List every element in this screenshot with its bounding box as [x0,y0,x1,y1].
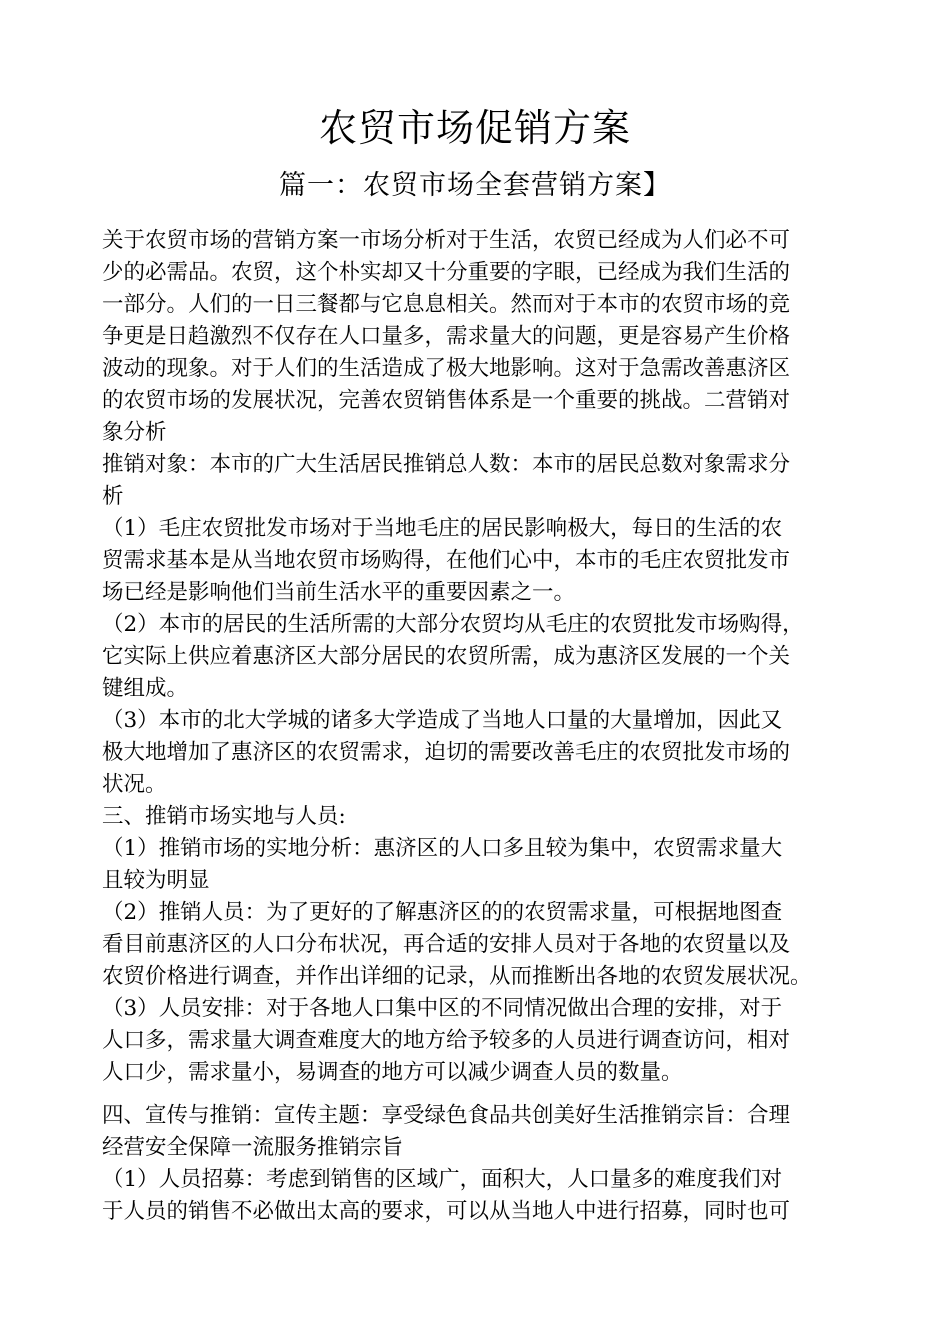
paragraph-line: 键组成。 [102,676,189,701]
paragraph-line: 它实际上供应着惠济区大部分居民的农贸所需，成为惠济区发展的一个关 [102,644,791,669]
paragraph-line: （3）人员安排：对于各地人口集中区的不同情况做出合理的安排，对于 [102,996,783,1021]
paragraph-line: 析 [102,484,124,509]
paragraph-line: 少的必需品。农贸，这个朴实却又十分重要的字眼，已经成为我们生活的 [102,260,791,285]
paragraph-line: 象分析 [102,420,167,445]
paragraph-line: （2）推销人员：为了更好的了解惠济区的的农贸需求量，可根据地图查 [102,900,783,925]
paragraph-line: 场已经是影响他们当前生活水平的重要因素之一。 [102,580,576,605]
paragraph-line: 人口少，需求量小，易调查的地方可以减少调查人员的数量。 [102,1060,683,1085]
paragraph-line: 推销对象：本市的广大生活居民推销总人数：本市的居民总数对象需求分 [102,452,791,477]
section-heading: 三、推销市场实地与人员: [102,804,346,829]
paragraph-line: 贸需求基本是从当地农贸市场购得，在他们心中，本市的毛庄农贸批发市 [102,548,791,573]
paragraph-line: 一部分。人们的一日三餐都与它息息相关。然而对于本市的农贸市场的竞 [102,292,791,317]
paragraph-line: 状况。 [102,772,167,797]
paragraph-line: （2）本市的居民的生活所需的大部分农贸均从毛庄的农贸批发市场购得， [102,612,804,637]
paragraph-line: 且较为明显 [102,868,210,893]
paragraph-line: 关于农贸市场的营销方案一市场分析对于生活，农贸已经成为人们必不可 [102,228,791,253]
paragraph-line: 极大地增加了惠济区的农贸需求，迫切的需要改善毛庄的农贸批发市场的 [102,740,791,765]
section-heading: 四、宣传与推销：宣传主题：享受绿色食品共创美好生活推销宗旨：合理 [102,1103,791,1128]
paragraph-line: 于人员的销售不必做出太高的要求，可以从当地人中进行招募，同时也可 [102,1199,791,1224]
paragraph-line: （1）人员招募：考虑到销售的区域广，面积大，人口量多的难度我们对 [102,1167,783,1192]
paragraph-line: 争更是日趋激烈不仅存在人口量多，需求量大的问题，更是容易产生价格 [102,324,791,349]
document-title: 农贸市场促销方案 [318,106,631,150]
paragraph-line: （1）毛庄农贸批发市场对于当地毛庄的居民影响极大，每日的生活的农 [102,516,783,541]
paragraph-line: 的农贸市场的发展状况，完善农贸销售体系是一个重要的挑战。二营销对 [102,388,791,413]
paragraph-line: （3）本市的北大学城的诸多大学造成了当地人口量的大量增加，因此又 [102,708,783,733]
paragraph-line: 农贸价格进行调查，并作出详细的记录，从而推断出各地的农贸发展状况。 [102,964,812,989]
paragraph-line: 波动的现象。对于人们的生活造成了极大地影响。这对于急需改善惠济区 [102,356,791,381]
paragraph-line: 人口多，需求量大调查难度大的地方给予较多的人员进行调查访问，相对 [102,1028,791,1053]
document-subtitle: 篇一：农贸市场全套营销方案】 [279,170,671,201]
paragraph-line: 看目前惠济区的人口分布状况，再合适的安排人员对于各地的农贸量以及 [102,932,791,957]
paragraph-line: （1）推销市场的实地分析：惠济区的人口多且较为集中，农贸需求量大 [102,836,783,861]
paragraph-line: 经营安全保障一流服务推销宗旨 [102,1135,404,1160]
